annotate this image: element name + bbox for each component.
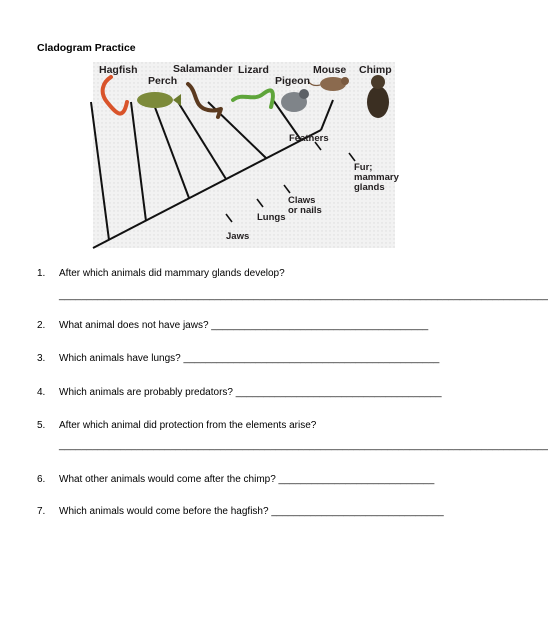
question-7: 7. Which animals would come before the hagfish? _______________________________	[37, 506, 444, 517]
answer-line-5[interactable]: ________________________________________________________________________________________	[59, 440, 548, 451]
cladogram-figure	[93, 62, 399, 248]
label-feathers: Feathers	[289, 133, 329, 144]
label-chimp: Chimp	[359, 64, 392, 76]
question-6: 6. What other animals would come after the chimp? ____________________________	[37, 474, 435, 485]
label-lungs: Lungs	[257, 212, 286, 223]
label-hagfish: Hagfish	[99, 64, 138, 76]
question-5: 5. After which animal did protection from the elements arise?	[37, 420, 317, 431]
label-perch: Perch	[148, 75, 178, 87]
answer-line-1[interactable]: ________________________________________________________________________________________	[59, 290, 548, 301]
label-mammary: mammary	[354, 172, 399, 183]
worksheet-title: Cladogram Practice	[37, 42, 136, 54]
label-fur: Fur;	[354, 162, 373, 173]
question-1: 1. After which animals did mammary glands develop?	[37, 268, 285, 279]
question-2: 2. What animal does not have jaws? _______________________________________	[37, 320, 429, 331]
label-salamander: Salamander	[173, 63, 233, 75]
label-mouse: Mouse	[313, 64, 347, 76]
label-glands: glands	[354, 182, 385, 193]
label-claws: Claws	[288, 195, 316, 206]
question-3: 3. Which animals have lungs? ______________________________________________	[37, 353, 440, 364]
label-or-nails: or nails	[288, 205, 322, 216]
question-4: 4. Which animals are probably predators? _____________________________________	[37, 387, 442, 398]
perch-icon	[137, 92, 173, 108]
chimp-icon	[367, 86, 389, 118]
label-lizard: Lizard	[238, 64, 269, 76]
label-pigeon: Pigeon	[275, 75, 311, 87]
label-jaws: Jaws	[226, 231, 250, 242]
